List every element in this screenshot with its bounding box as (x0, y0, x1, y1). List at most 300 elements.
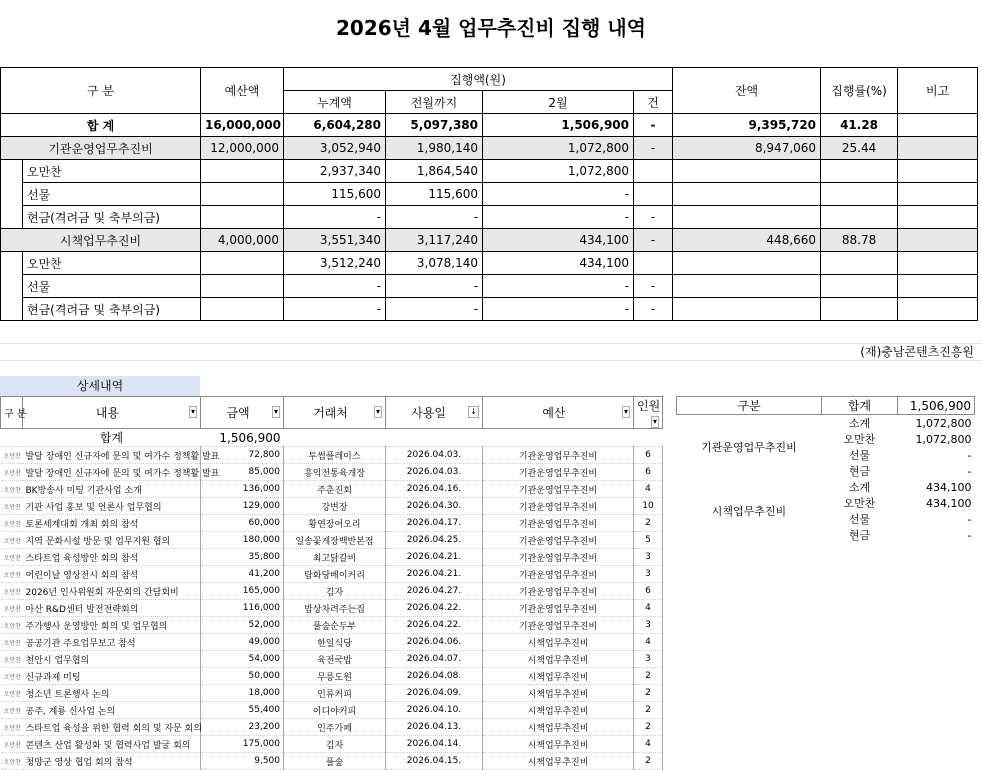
header-count: 건 (634, 91, 673, 114)
detail-people: 3 (634, 566, 663, 583)
side-row (677, 479, 975, 495)
detail-row (1, 532, 663, 549)
cell-count: - (634, 229, 673, 252)
detail-vendor: 인주가페 (284, 719, 386, 736)
detail-vendor: 황연장어오리 (284, 515, 386, 532)
detail-row (1, 447, 663, 464)
cell-cum: 3,512,240 (284, 252, 386, 275)
page-title: 2026년 4월 업무추진비 집행 내역 (336, 16, 646, 40)
detail-people: 2 (634, 515, 663, 532)
detail-date: 2026.04.25. (386, 532, 483, 549)
detail-budget: 시책업무추진비 (483, 651, 634, 668)
detail-amount: 116,000 (201, 600, 284, 617)
detail-amount: 136,000 (201, 481, 284, 498)
detail-amount: 55,400 (201, 702, 284, 719)
summary-table (0, 67, 978, 321)
cell-count: - (634, 275, 673, 298)
cell-balance: 448,660 (673, 229, 821, 252)
detail-date: 2026.04.16. (386, 481, 483, 498)
cell-rate (821, 206, 898, 229)
detail-date: 2026.04.27. (386, 583, 483, 600)
detail-row (1, 515, 663, 532)
cell-cum: - (284, 298, 386, 321)
filter-dropdown-icon[interactable]: ▾ (652, 417, 657, 426)
grid-line (0, 343, 982, 344)
detail-date: 2026.04.21. (386, 549, 483, 566)
cell-month: - (483, 183, 634, 206)
detail-row (1, 719, 663, 736)
detail-content: 스타트업 육성방안 회의 참석 (23, 549, 201, 566)
cell-count (634, 252, 673, 275)
cell-prev: 1,980,140 (386, 137, 483, 160)
side-row-label: 현금 (848, 465, 871, 478)
detail-budget: 기관운영업무추진비 (483, 532, 634, 549)
detail-vendor: 강변장 (284, 498, 386, 515)
cell-cum: - (284, 275, 386, 298)
cell-rate (821, 298, 898, 321)
detail-type: 오만찬 (1, 447, 23, 464)
detail-row (1, 651, 663, 668)
header-label: 인원 (637, 399, 661, 413)
detail-type: 오만찬 (1, 515, 23, 532)
cell-budget: 12,000,000 (201, 137, 284, 160)
detail-content: 토론세계대회 개최 회의 참석 (23, 515, 201, 532)
detail-row (1, 753, 663, 770)
detail-date: 2026.04.15. (386, 753, 483, 770)
detail-amount: 54,000 (201, 651, 284, 668)
cell-note (898, 183, 978, 206)
cell-month: 1,506,900 (483, 114, 634, 137)
filter-dropdown-icon[interactable]: ▾ (623, 407, 628, 416)
cell-note (898, 229, 978, 252)
cell-budget (201, 183, 284, 206)
summary-row-sub (1, 183, 978, 206)
detail-section-title: 상세내역 (0, 376, 200, 396)
detail-amount: 9,500 (201, 753, 284, 770)
detail-vendor: 김자 (284, 736, 386, 753)
detail-budget: 기관운영업무추진비 (483, 566, 634, 583)
cell-note (898, 160, 978, 183)
header-label: 거래처 (313, 406, 348, 420)
detail-people: 2 (634, 702, 663, 719)
cell-budget (201, 160, 284, 183)
detail-budget: 기관운영업무추진비 (483, 600, 634, 617)
side-row-label: 오만찬 (843, 497, 876, 510)
cell-budget (201, 206, 284, 229)
detail-people: 2 (634, 719, 663, 736)
cell-count: - (634, 206, 673, 229)
detail-content: 어린이날 영상전시 회의 참석 (23, 566, 201, 583)
detail-type: 오만찬 (1, 736, 23, 753)
detail-header-date[interactable] (386, 397, 483, 429)
cell-budget: 4,000,000 (201, 229, 284, 252)
detail-date: 2026.04.07. (386, 651, 483, 668)
row-label: 오만찬 (23, 252, 201, 275)
detail-content: 아산 R&D센터 발전전략회의 (23, 600, 201, 617)
summary-row-group (1, 137, 978, 160)
detail-total-label: 합계 (23, 429, 201, 447)
cell-budget (201, 275, 284, 298)
cell-cum: 3,551,340 (284, 229, 386, 252)
cell-balance: 8,947,060 (673, 137, 821, 160)
detail-vendor: 김자 (284, 583, 386, 600)
detail-content: 공주, 계룡 신사업 논의 (23, 702, 201, 719)
side-group-name: 시책업무추진비 (711, 505, 787, 518)
detail-header-gubun[interactable] (1, 397, 27, 429)
side-row-label: 선물 (848, 513, 871, 526)
cell-budget: 16,000,000 (201, 114, 284, 137)
cell-rate: 25.44 (821, 137, 898, 160)
detail-header-amount[interactable] (201, 397, 284, 429)
detail-content: 주가행사 운영방안 회의 및 업무협의 (23, 617, 201, 634)
cell-balance (673, 298, 821, 321)
cell-rate: 41.28 (821, 114, 898, 137)
detail-people: 10 (634, 498, 663, 515)
side-row-label: 소계 (848, 417, 871, 430)
detail-people: 4 (634, 736, 663, 753)
detail-row (1, 685, 663, 702)
cell-month: - (483, 298, 634, 321)
summary-row-total (1, 114, 978, 137)
detail-row (1, 464, 663, 481)
row-label: 선물 (23, 183, 201, 206)
detail-row (1, 549, 663, 566)
cell-cum: - (284, 206, 386, 229)
detail-content: BK방송사 미팅 기관사업 소개 (23, 481, 201, 498)
cell-cum: 6,604,280 (284, 114, 386, 137)
detail-content: 2026년 인사위원회 자문회의 간담회비 (23, 583, 201, 600)
side-header-row (677, 397, 975, 415)
detail-vendor: 일송꽃게장백반본점 (284, 532, 386, 549)
detail-budget: 시책업무추진비 (483, 685, 634, 702)
indent-cell (1, 160, 23, 229)
detail-budget: 시책업무추진비 (483, 736, 634, 753)
cell-note (898, 206, 978, 229)
side-row-value: - (967, 528, 972, 542)
side-header-gubun: 구분 (677, 397, 822, 415)
summary-row-group (1, 229, 978, 252)
detail-content: 청소년 트론행사 논의 (23, 685, 201, 702)
header-label: 금액 (226, 406, 250, 420)
detail-budget: 기관운영업무추진비 (483, 498, 634, 515)
detail-date: 2026.04.17. (386, 515, 483, 532)
detail-people: 4 (634, 481, 663, 498)
cell-prev: - (386, 275, 483, 298)
side-row-value: 434,100 (926, 480, 972, 494)
cell-prev: 3,117,240 (386, 229, 483, 252)
detail-date: 2026.04.13. (386, 719, 483, 736)
detail-budget: 기관운영업무추진비 (483, 515, 634, 532)
row-label: 현금(격려금 및 축부의금) (23, 298, 201, 321)
cell-month: 1,072,800 (483, 137, 634, 160)
detail-type: 오만찬 (1, 617, 23, 634)
cell-cum: 3,052,940 (284, 137, 386, 160)
header-note: 비고 (898, 68, 978, 114)
filter-dropdown-icon[interactable]: ▾ (375, 407, 380, 416)
empty-cell (386, 429, 483, 447)
detail-type: 오만찬 (1, 753, 23, 770)
detail-date: 2026.04.09. (386, 685, 483, 702)
detail-total-amount: 1,506,900 (201, 429, 284, 447)
side-row-value: - (967, 512, 972, 526)
detail-amount: 52,000 (201, 617, 284, 634)
detail-date: 2026.04.14. (386, 736, 483, 753)
detail-people: 6 (634, 464, 663, 481)
filter-dropdown-icon[interactable]: ▾ (190, 407, 195, 416)
detail-vendor: 흥익전통육개장 (284, 464, 386, 481)
detail-content: 지역 문화시설 방문 및 업무지원 협의 (23, 532, 201, 549)
grid-line (0, 360, 982, 361)
detail-total-row (1, 429, 663, 447)
header-month: 2월 (483, 91, 634, 114)
cell-prev: 5,097,380 (386, 114, 483, 137)
cell-note (898, 114, 978, 137)
detail-row (1, 498, 663, 515)
cell-month: 434,100 (483, 252, 634, 275)
cell-rate: 88.78 (821, 229, 898, 252)
detail-amount: 41,200 (201, 566, 284, 583)
cell-note (898, 137, 978, 160)
detail-people: 6 (634, 583, 663, 600)
empty-cell (634, 429, 663, 447)
detail-people: 4 (634, 634, 663, 651)
detail-budget: 시책업무추진비 (483, 753, 634, 770)
detail-amount: 85,000 (201, 464, 284, 481)
detail-type: 오만찬 (1, 634, 23, 651)
detail-row (1, 600, 663, 617)
cell-prev: - (386, 206, 483, 229)
detail-type: 오만찬 (1, 549, 23, 566)
detail-type: 오만찬 (1, 651, 23, 668)
detail-header-row (1, 397, 663, 429)
cell-prev: 115,600 (386, 183, 483, 206)
side-row-value: 1,072,800 (915, 432, 972, 446)
detail-budget: 시책업무추진비 (483, 702, 634, 719)
detail-row (1, 617, 663, 634)
cell-rate (821, 252, 898, 275)
side-row-value: 1,072,800 (915, 416, 972, 430)
cell-note (898, 275, 978, 298)
detail-amount: 175,000 (201, 736, 284, 753)
cell-month: 1,072,800 (483, 160, 634, 183)
summary-row-sub (1, 160, 978, 183)
cell-balance (673, 206, 821, 229)
cell-count (634, 183, 673, 206)
detail-vendor: 최고닭갈비 (284, 549, 386, 566)
detail-header-vendor[interactable] (284, 397, 386, 429)
row-label: 오만찬 (23, 160, 201, 183)
detail-date: 2026.04.22. (386, 617, 483, 634)
cell-count: - (634, 114, 673, 137)
side-row (677, 415, 975, 432)
detail-content: 발달 장애인 신규자에 문의 및 여가수 정책활 발표 (23, 447, 201, 464)
detail-content: 콘텐츠 산업 활성화 및 협력사업 발굴 회의 (23, 736, 201, 753)
detail-row (1, 668, 663, 685)
detail-content: 청양군 영상 협업 회의 참석 (23, 753, 201, 770)
detail-header-people[interactable] (634, 397, 663, 429)
detail-people: 2 (634, 685, 663, 702)
detail-row (1, 566, 663, 583)
detail-budget: 기관운영업무추진비 (483, 549, 634, 566)
side-header-total: 합계 (822, 397, 898, 415)
header-rate: 집행률(%) (821, 68, 898, 114)
detail-people: 3 (634, 549, 663, 566)
detail-row (1, 634, 663, 651)
detail-date: 2026.04.03. (386, 464, 483, 481)
detail-vendor: 무릉도원 (284, 668, 386, 685)
header-label: 예산 (542, 406, 566, 420)
detail-people: 4 (634, 600, 663, 617)
detail-amount: 35,800 (201, 549, 284, 566)
cell-count: - (634, 137, 673, 160)
side-group-name: 기관운영업무추진비 (701, 441, 797, 454)
cell-cum: 2,937,340 (284, 160, 386, 183)
detail-budget: 기관운영업무추진비 (483, 464, 634, 481)
side-row-value: 434,100 (926, 496, 972, 510)
detail-amount: 18,000 (201, 685, 284, 702)
detail-people: 6 (634, 447, 663, 464)
detail-vendor: 탐화당베이커리 (284, 566, 386, 583)
header-label: 사용일 (411, 406, 447, 420)
detail-date: 2026.04.08. (386, 668, 483, 685)
detail-people: 3 (634, 617, 663, 634)
detail-budget: 기관운영업무추진비 (483, 583, 634, 600)
detail-type: 오만찬 (1, 719, 23, 736)
detail-date: 2026.04.10. (386, 702, 483, 719)
header-prev: 전월까지 (386, 91, 483, 114)
detail-budget: 기관운영업무추진비 (483, 481, 634, 498)
detail-type: 오만찬 (1, 583, 23, 600)
side-row-label: 소계 (848, 481, 871, 494)
row-label: 시책업무추진비 (1, 229, 201, 252)
cell-rate (821, 183, 898, 206)
header-balance: 잔액 (673, 68, 821, 114)
side-summary-table (676, 396, 975, 543)
cell-budget (201, 298, 284, 321)
detail-amount: 165,000 (201, 583, 284, 600)
cell-prev: - (386, 298, 483, 321)
summary-row-sub (1, 298, 978, 321)
detail-type: 오만찬 (1, 685, 23, 702)
cell-note (898, 252, 978, 275)
detail-content: 발달 장애인 신규자에 문의 및 여가수 정책활 발표 (23, 464, 201, 481)
row-label: 현금(격려금 및 축부의금) (23, 206, 201, 229)
filter-dropdown-icon[interactable]: ▾ (273, 407, 278, 416)
detail-date: 2026.04.30. (386, 498, 483, 515)
detail-vendor: 육전국밥 (284, 651, 386, 668)
detail-content: 기관 사업 홍보 및 언론사 업무협의 (23, 498, 201, 515)
detail-amount: 50,000 (201, 668, 284, 685)
header-cum: 누계액 (284, 91, 386, 114)
detail-type: 오만찬 (1, 668, 23, 685)
header-budget: 예산액 (201, 68, 284, 114)
empty-cell (284, 429, 386, 447)
detail-amount: 49,000 (201, 634, 284, 651)
cell-month: - (483, 206, 634, 229)
detail-amount: 180,000 (201, 532, 284, 549)
detail-content: 스타트업 육성을 위한 협력 회의 및 자문 회의 (23, 719, 201, 736)
detail-budget: 시책업무추진비 (483, 634, 634, 651)
detail-date: 2026.04.22. (386, 600, 483, 617)
detail-vendor: 투썸플레이스 (284, 447, 386, 464)
detail-vendor: 한일식당 (284, 634, 386, 651)
detail-date: 2026.04.21. (386, 566, 483, 583)
detail-type: 오만찬 (1, 464, 23, 481)
detail-amount: 23,200 (201, 719, 284, 736)
header-label: 내용 (95, 406, 120, 420)
indent-cell (1, 252, 23, 321)
cell-month: - (483, 275, 634, 298)
detail-vendor: 풀숲 (284, 753, 386, 770)
detail-row (1, 583, 663, 600)
detail-budget: 기관운영업무추진비 (483, 447, 634, 464)
cell-balance (673, 252, 821, 275)
detail-people: 2 (634, 668, 663, 685)
cell-note (898, 298, 978, 321)
detail-type: 오만찬 (1, 481, 23, 498)
detail-header-content[interactable] (23, 397, 201, 429)
cell-balance (673, 160, 821, 183)
detail-type: 오만찬 (1, 600, 23, 617)
detail-people: 2 (634, 753, 663, 770)
summary-row-sub (1, 252, 978, 275)
foundation-name: (재)충남콘텐츠진흥원 (860, 345, 974, 359)
detail-budget: 기관운영업무추진비 (483, 617, 634, 634)
cell-prev: 1,864,540 (386, 160, 483, 183)
detail-type: 오만찬 (1, 532, 23, 549)
empty-cell (483, 429, 634, 447)
detail-vendor: 주춘진회 (284, 481, 386, 498)
cell-balance (673, 183, 821, 206)
side-header-total-value: 1,506,900 (898, 397, 975, 415)
row-label: 합 계 (1, 114, 201, 137)
summary-row-sub (1, 275, 978, 298)
side-row-value: - (967, 448, 972, 462)
detail-type: 오만찬 (1, 498, 23, 515)
detail-budget: 시책업무추진비 (483, 668, 634, 685)
detail-people: 3 (634, 651, 663, 668)
detail-row (1, 481, 663, 498)
cell-rate (821, 160, 898, 183)
detail-vendor: 인류커피 (284, 685, 386, 702)
detail-row (1, 736, 663, 753)
detail-row (1, 702, 663, 719)
cell-cum: 115,600 (284, 183, 386, 206)
side-row-value: - (967, 464, 972, 478)
detail-header-budget[interactable] (483, 397, 634, 429)
side-row-label: 현금 (848, 529, 871, 542)
detail-amount: 60,000 (201, 515, 284, 532)
detail-amount: 129,000 (201, 498, 284, 515)
header-label: 구 분 (4, 409, 27, 420)
row-label: 선물 (23, 275, 201, 298)
detail-vendor: 밥상차려주는집 (284, 600, 386, 617)
empty-cell (1, 429, 23, 447)
detail-content: 천안시 업무협의 (23, 651, 201, 668)
detail-content: 신규과제 미팅 (23, 668, 201, 685)
summary-row-sub (1, 206, 978, 229)
cell-prev: 3,078,140 (386, 252, 483, 275)
detail-people: 5 (634, 532, 663, 549)
cell-balance: 9,395,720 (673, 114, 821, 137)
cell-balance (673, 275, 821, 298)
sort-filter-icon[interactable]: ↓ (470, 407, 477, 416)
cell-count (634, 160, 673, 183)
side-row-label: 선물 (848, 449, 871, 462)
cell-count: - (634, 298, 673, 321)
header-exec: 집행액(원) (284, 68, 673, 91)
header-gubun: 구 분 (1, 68, 201, 114)
